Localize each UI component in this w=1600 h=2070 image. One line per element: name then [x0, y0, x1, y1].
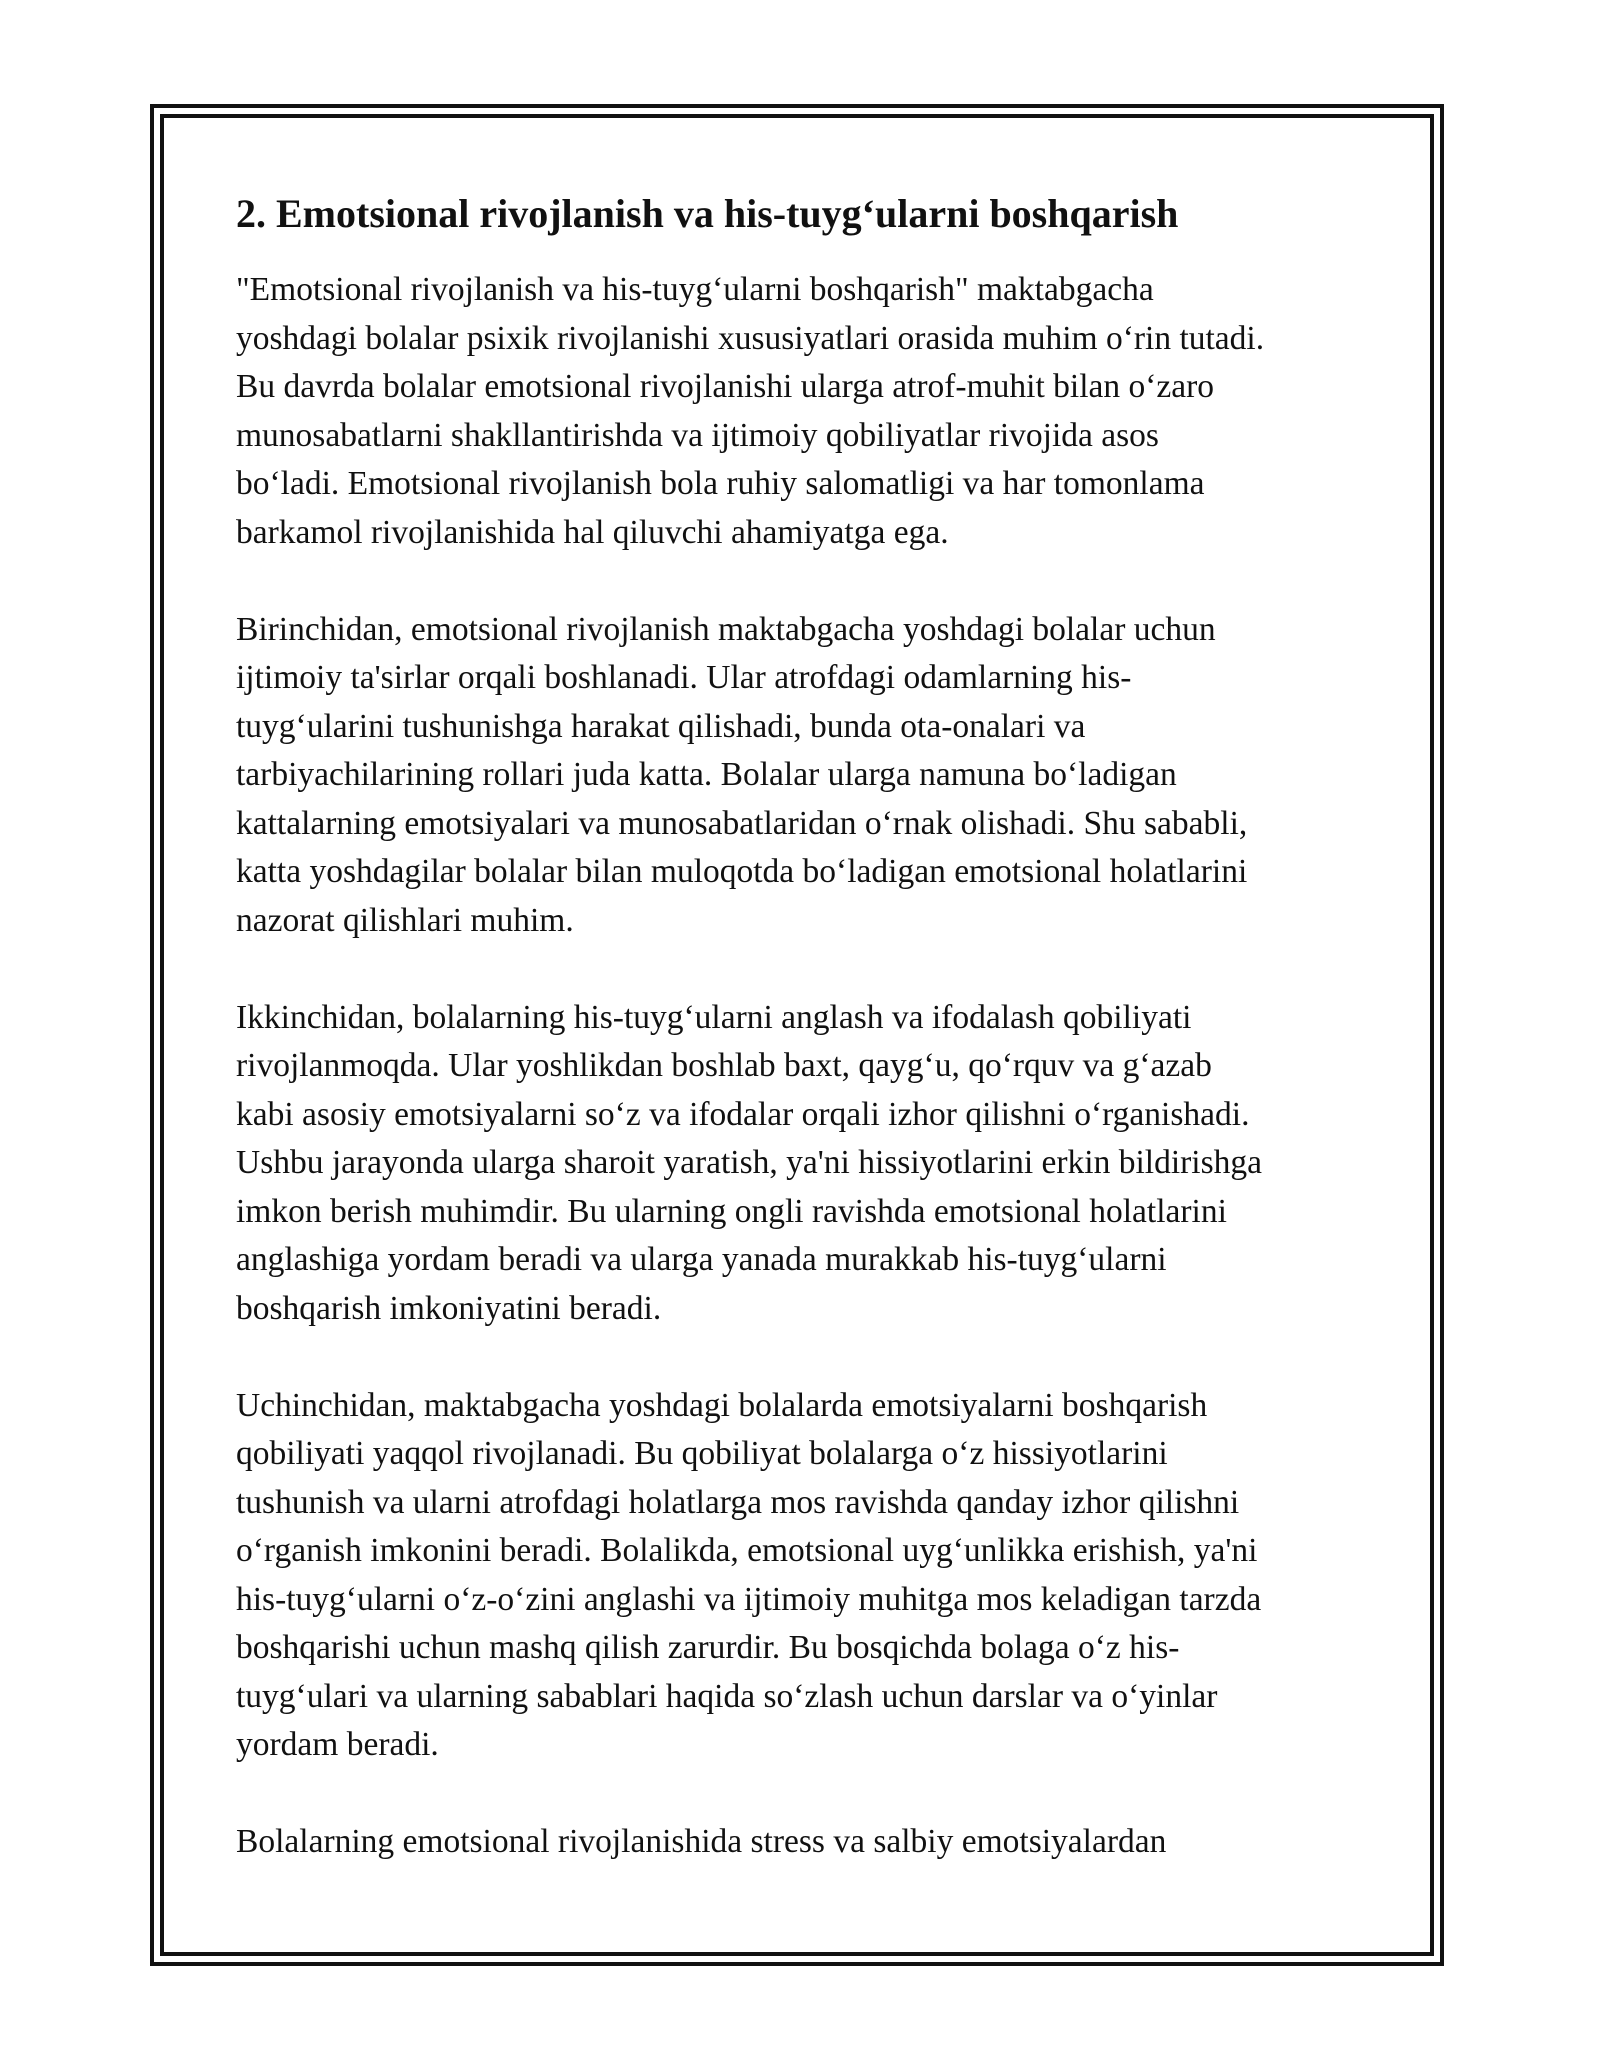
section-heading: 2. Emotsional rivojlanish va his-tuyg‘ularni boshqarish	[236, 191, 1179, 236]
paragraph-intro: "Emotsional rivojlanish va his-tuyg‘ularni boshqarish" maktabgacha yoshdagi bolalar psixik rivojlanishi xususiyatlari orasida muhim o‘rin tutadi. Bu davrda bolalar emotsional rivojlanishi ularga atrof-muhit bilan o‘zaro munosabatlarni shakllantirishda va ijtimoiy qobiliyatlar rivojida asos bo‘ladi. Emotsional rivojlanish bola ruhiy salomatligi va har tomonlama barkamol rivojlanishida hal qiluvchi ahamiyatga ega.	[236, 271, 1265, 551]
paragraph-continued: Bolalarning emotsional rivojlanishida stress va salbiy emotsiyalardan	[236, 1823, 1167, 1860]
paragraph-third: Uchinchidan, maktabgacha yoshdagi bolalarda emotsiyalarni boshqarish qobiliyati yaqqol rivojlanadi. Bu qobiliyat bolalarga o‘z hissiyotlarini tushunish va ularni atrofdagi holatlarga mos ravishda qanday izhor qilishni o‘rganish imkonini beradi. Bolalikda, emotsional uyg‘unlikka erishish, ya'ni his-tuyg‘ularni o‘z-o‘zini anglashi va ijtimoiy muhitga mos keladigan tarzda boshqarishi uchun mashq qilish zarurdir. Bu bosqichda bolaga o‘z his- tuyg‘ulari va ularning sabablari haqida so‘zlash uchun darslar va o‘yinlar yordam beradi.	[236, 1386, 1262, 1763]
paragraph-second: Ikkinchidan, bolalarning his-tuyg‘ularni anglash va ifodalash qobiliyati rivojlanmoqda. Ular yoshlikdan boshlab baxt, qayg‘u, qo‘rquv va g‘azab kabi asosiy emotsiyalarni so‘z va ifodalar orqali izhor qilishni o‘rganishadi. Ushbu jarayonda ularga sharoit yaratish, ya'ni hissiyotlarini erkin bildirishga imkon berish muhimdir. Bu ularning ongli ravishda emotsional holatlarini anglashiga yordam beradi va ularga yanada murakkab his-tuyg‘ularni boshqarish imkoniyatini beradi.	[236, 998, 1263, 1327]
paragraph-first: Birinchidan, emotsional rivojlanish maktabgacha yoshdagi bolalar uchun ijtimoiy ta'sirlar orqali boshlanadi. Ular atrofdagi odamlarning his- tuyg‘ularini tushunishga harakat qilishadi, bunda ota-onalari va tarbiyachilarining rollari juda katta. Bolalar ularga namuna bo‘ladigan kattalarning emotsiyalari va munosabatlaridan o‘rnak olishadi. Shu sababli, katta yoshdagilar bolalar bilan muloqotda bo‘ladigan emotsional holatlarini nazorat qilishlari muhim.	[236, 610, 1248, 939]
document-body	[236, 180, 1386, 1867]
